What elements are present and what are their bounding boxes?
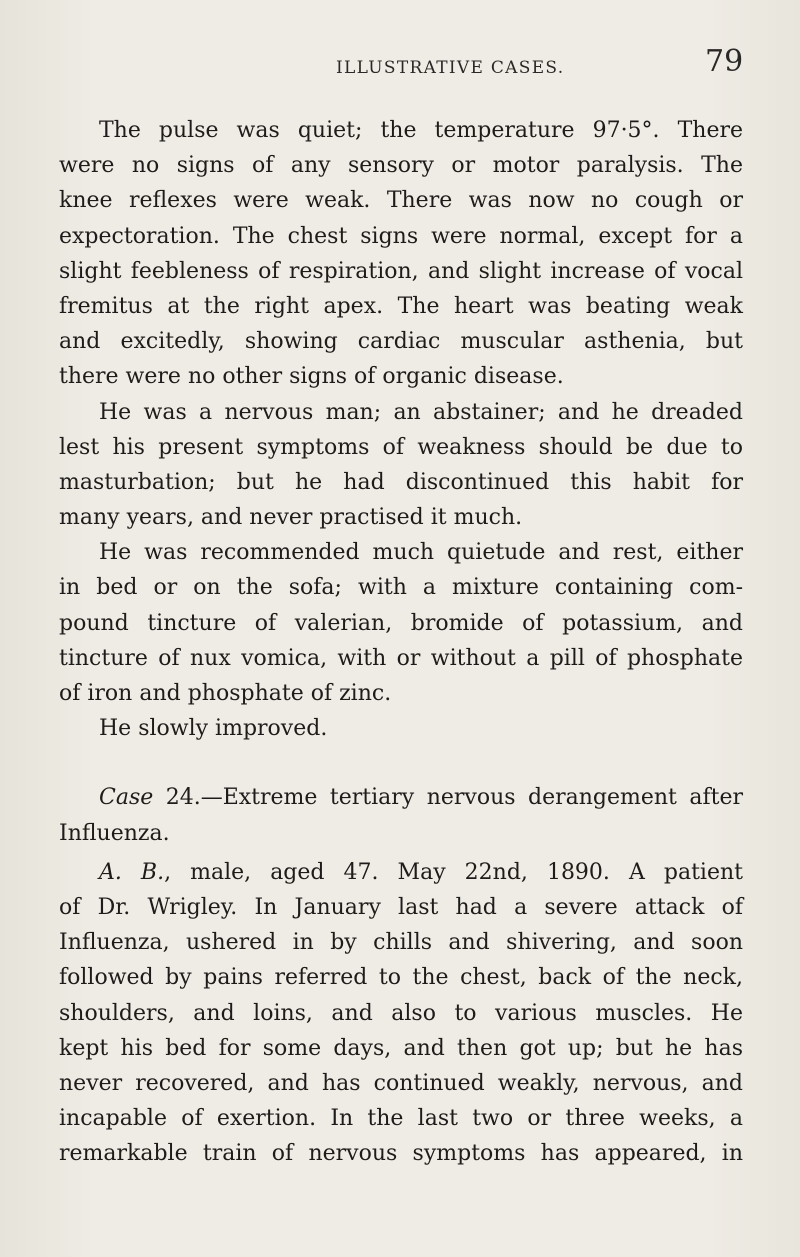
page-number: 79 [705,44,744,79]
paragraph [59,855,743,1172]
text-line: remarkable train of nervous symptoms has appeared, in [59,1141,743,1167]
text-line: He was recommended much quietude and rest, either [99,540,743,566]
text-line: lest his present symptoms of weakness should be due to [59,434,743,460]
text-line: slight feebleness of respiration, and slight increase of vocal [59,258,743,284]
case-heading-line [59,780,743,815]
text-fragment: , male, aged 47. May 22nd, 1890. A patient [164,859,743,885]
text-line: followed by pains referred to the chest, back of the neck, [59,965,743,991]
case-heading-line: Influenza. [59,820,170,846]
paragraph [59,395,743,536]
paragraph [59,113,743,395]
text-line: there were no other signs of organic disease. [59,364,564,390]
paragraph [59,711,743,746]
text-line: of iron and phosphate of zinc. [59,681,392,706]
text-line: He was a nervous man; an abstainer; and he dreaded [99,399,743,425]
section-gap [59,746,743,780]
text-line: kept his bed for some days, and then got up; but he has [59,1035,743,1061]
running-title: ILLUSTRATIVE CASES. [336,58,565,78]
text-line: incapable of exertion. In the last two or three weeks, a [59,1106,743,1132]
case-heading-label: Case [99,785,154,811]
text-line: were no signs of any sensory or motor paralysis. The [59,153,743,179]
text-line: of Dr. Wrigley. In January last had a severe attack of [59,894,743,920]
text-line: pound tincture of valerian, bromide of potassium, and [59,610,743,636]
text-line: in bed or on the sofa; with a mixture containing com- [59,575,743,601]
text-line: tincture of nux vomica, with or without a pill of phosphate [59,645,743,671]
text-line: and excitedly, showing cardiac muscular asthenia, but [59,329,743,355]
paragraph [59,535,743,711]
text-line: He slowly improved. [99,716,328,742]
body-text [59,113,743,1171]
text-line: knee reflexes were weak. There was now no cough or [59,188,743,214]
text-line: expectoration. The chest signs were normal, except for a [59,223,743,249]
text-line: fremitus at the right apex. The heart was beating weak [59,293,743,319]
text-line [59,855,743,890]
text-line: never recovered, and has continued weakly, nervous, and [59,1070,743,1096]
patient-initials: A. B. [99,859,165,885]
running-head [0,44,800,84]
case-heading [59,780,743,850]
case-heading-title: 24.—Extreme tertiary nervous derangement after [153,785,743,811]
text-line: many years, and never practised it much. [59,505,523,531]
text-line: masturbation; but he had discontinued this habit for [59,469,743,495]
text-line: Influenza, ushered in by chills and shivering, and soon [59,930,743,956]
text-line: shoulders, and loins, and also to various muscles. He [59,1000,743,1026]
text-line: The pulse was quiet; the temperature 97·5°. There [99,118,743,143]
